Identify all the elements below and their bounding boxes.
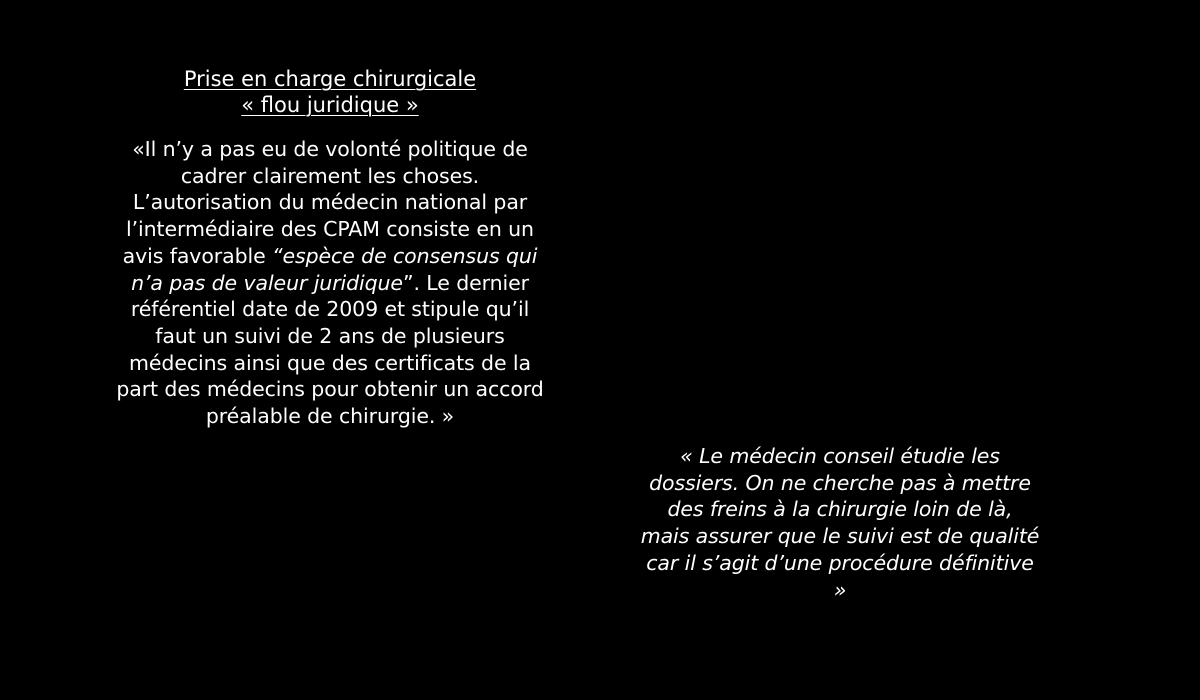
left-quote-italic: “espèce de consensus qui n’a pas de valeur juridique	[131, 243, 538, 295]
title-line-1: Prise en charge chirurgicale	[183, 67, 477, 91]
left-quote	[110, 136, 550, 430]
section-title	[110, 66, 550, 118]
left-text-block	[110, 66, 550, 430]
left-quote-part-1: «Il n’y a pas eu de volonté politique de cadrer clairement les choses. L’autorisation du médecin national par l’intermédiaire des CPAM consiste en un avis favorable	[122, 137, 534, 268]
title-line-2: « flou juridique »	[241, 93, 419, 117]
right-quote: « Le médecin conseil étudie les dossiers. On ne cherche pas à mettre des freins à la chirurgie loin de là, mais assurer que le suivi est de qualité car il s’agit d’une procédure définitive »	[640, 444, 1040, 602]
left-quote-part-2: ”. Le dernier référentiel date de 2009 et stipule qu’il faut un suivi de 2 ans de plusieurs médecins ainsi que des certificats de la part des médecins pour obtenir un accord préalable de chirurgie. »	[116, 270, 544, 429]
